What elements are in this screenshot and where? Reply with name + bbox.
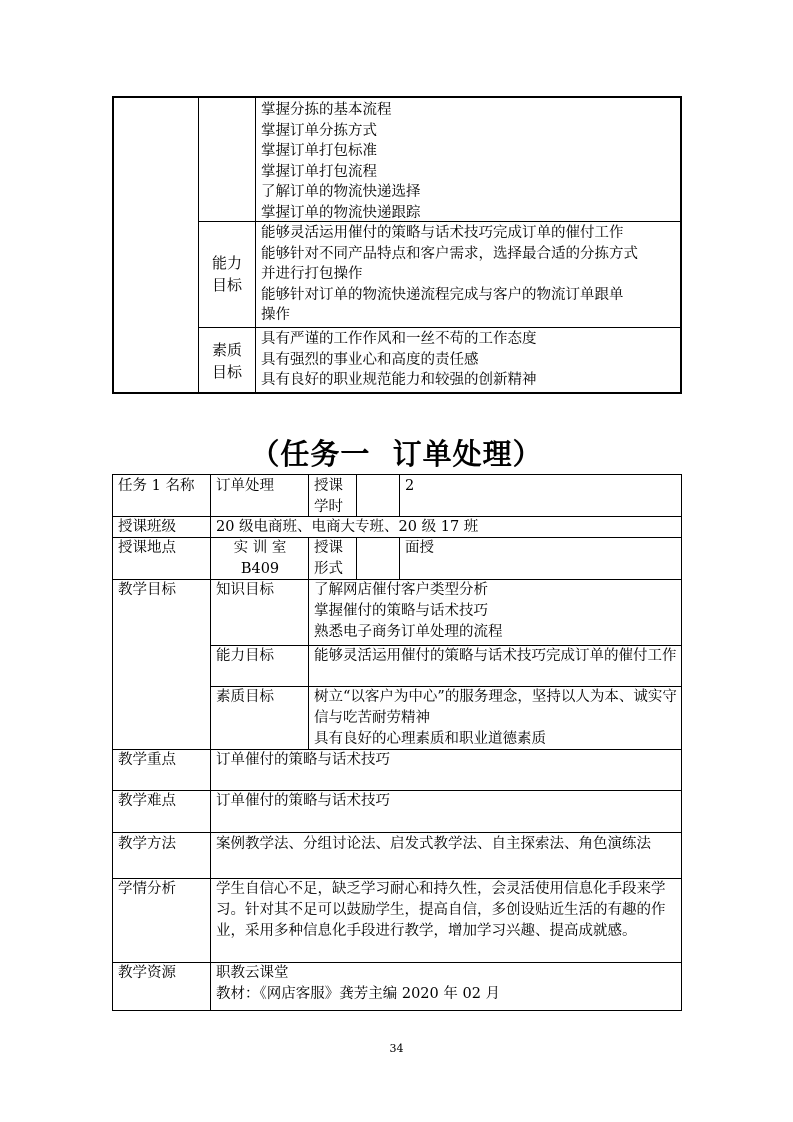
column-divider	[308, 537, 309, 749]
location-label: 授课地点	[118, 540, 176, 556]
quality-goal-label: 素质目标	[216, 689, 274, 705]
analysis-label: 学情分析	[118, 881, 176, 897]
teaching-goal-label: 教学目标	[118, 582, 176, 598]
ability-goals-list	[261, 223, 638, 326]
list-item: 掌握分拣的基本流程	[261, 102, 392, 118]
page-number: 34	[389, 1042, 404, 1055]
quality-goals-list	[261, 329, 537, 391]
column-divider	[308, 475, 309, 516]
column-divider	[399, 475, 400, 516]
list-item: 教材：《网店客服》龚芳主编 2020 年 02 月	[216, 986, 501, 1002]
analysis-value: 学生自信心不足，缺乏学习耐心和持久性，会灵活使用信息化手段来学习。针对其不足可以鼓励学生，提高自信，多创设贴近生活的有趣的作业，采用多种信息化手段进行教学，增加学习兴趣、提高成就感。	[216, 881, 666, 939]
column-divider	[210, 475, 211, 1010]
list-item: 树立“以客户为中心”的服务理念，坚持以人为本、诚实守信与吃苦耐劳精神	[314, 689, 677, 726]
list-item: 能够灵活运用催付的策略与话术技巧完成订单的催付工作	[261, 225, 624, 241]
task-heading: （任务一 订单处理）	[250, 437, 543, 471]
key-point-value: 订单催付的策略与话术技巧	[216, 752, 390, 768]
column-divider	[399, 537, 400, 579]
column-divider	[356, 475, 357, 516]
knowledge-goal-label: 知识目标	[216, 582, 274, 598]
resource-label: 教学资源	[118, 965, 176, 981]
list-item: 掌握订单分拣方式	[261, 122, 377, 139]
ability-goal-label: 能力目标	[211, 254, 242, 294]
list-item: 掌握订单打包标准	[261, 143, 377, 159]
resource-list	[216, 963, 500, 1005]
class-value: 20 级电商班、电商大专班、20 级 17 班	[216, 519, 479, 535]
location-value: 实 训 室 B409	[233, 540, 287, 577]
objectives-table-continued	[112, 96, 682, 394]
quality-goals-list	[314, 687, 678, 750]
hours-label: 授课学时	[314, 478, 343, 515]
task-name-value: 订单处理	[216, 478, 274, 494]
list-item: 能够针对不同产品特点和客户需求，选择最合适的分拣方式	[261, 245, 638, 262]
knowledge-goals-list	[314, 580, 503, 643]
column-divider	[356, 537, 357, 579]
key-point-label: 教学重点	[118, 752, 176, 768]
knowledge-goals-list	[261, 100, 421, 223]
task-name-label: 任务 1 名称	[118, 478, 195, 494]
list-item: 掌握订单打包流程	[261, 163, 377, 180]
difficulty-value: 订单催付的策略与话术技巧	[216, 793, 390, 809]
method-label: 教学方法	[118, 836, 176, 852]
row-divider	[113, 790, 681, 791]
form-label: 授课形式	[314, 540, 343, 577]
column-divider	[255, 98, 256, 392]
list-item: 掌握订单的物流快递跟踪	[261, 204, 421, 221]
method-value: 案例教学法、分组讨论法、启发式教学法、自主探索法、角色演练法	[216, 836, 651, 852]
list-item: 熟悉电子商务订单处理的流程	[314, 624, 503, 640]
list-item: 掌握催付的策略与话术技巧	[314, 603, 488, 619]
task-plan-table	[112, 474, 682, 1011]
form-value: 面授	[405, 540, 434, 556]
list-item: 具有良好的职业规范能力和较强的创新精神	[261, 372, 537, 388]
list-item: 并进行打包操作	[261, 266, 363, 282]
hours-value: 2	[405, 478, 415, 494]
list-item: 具有严谨的工作作风和一丝不苟的工作态度	[261, 331, 537, 347]
list-item: 了解网店催付客户类型分析	[314, 582, 488, 598]
class-label: 授课班级	[118, 519, 176, 535]
ability-goal-label: 能力目标	[216, 648, 274, 664]
list-item: 具有强烈的事业心和高度的责任感	[261, 351, 479, 368]
quality-goal-label: 素质目标	[211, 341, 242, 381]
list-item: 具有良好的心理素质和职业道德素质	[314, 731, 546, 747]
ability-goal-text: 能够灵活运用催付的策略与话术技巧完成订单的催付工作	[314, 648, 677, 664]
row-divider	[198, 327, 680, 328]
list-item: 能够针对订单的物流快递流程完成与客户的物流订单跟单	[261, 286, 624, 303]
list-item: 操作	[261, 307, 290, 323]
list-item: 了解订单的物流快递选择	[261, 184, 421, 200]
difficulty-label: 教学难点	[118, 793, 176, 809]
list-item: 职教云课堂	[216, 965, 289, 981]
row-divider	[113, 832, 681, 833]
